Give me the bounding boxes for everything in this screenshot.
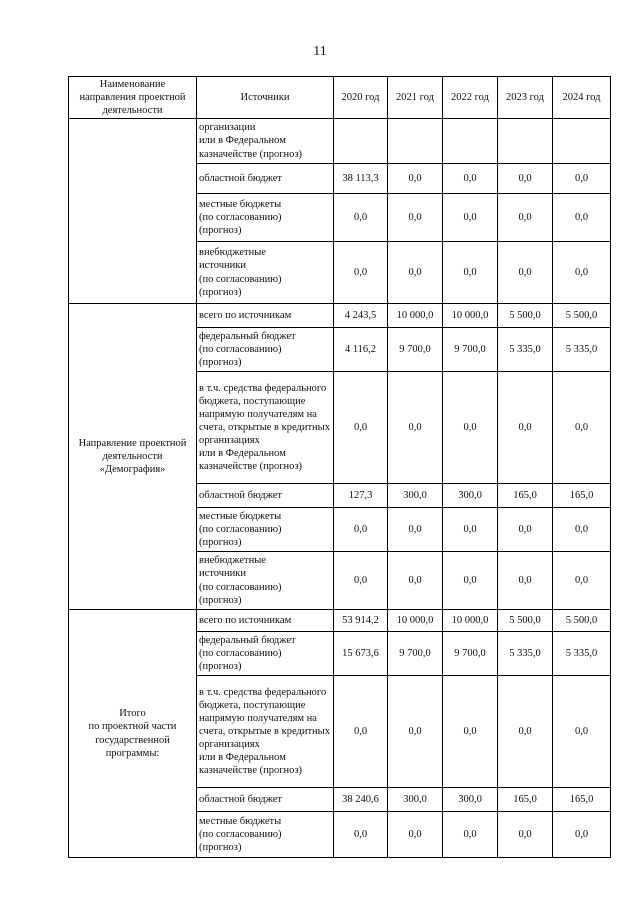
- value-cell-2020: 4 116,2: [334, 328, 388, 372]
- value-cell-2022: 0,0: [443, 812, 498, 858]
- value-cell-2023: 0,0: [498, 194, 553, 242]
- value-cell-2022: [443, 119, 498, 164]
- value-cell-2023: [498, 119, 553, 164]
- value-cell-2021: 0,0: [388, 508, 443, 552]
- value-cell-2023: 0,0: [498, 676, 553, 788]
- budget-table: [68, 76, 611, 858]
- value-cell-2024: 0,0: [553, 164, 611, 194]
- header-year-2020: 2020 год: [334, 77, 388, 119]
- source-cell: областной бюджет: [197, 164, 334, 194]
- value-cell-2021: 0,0: [388, 194, 443, 242]
- header-year-2023: 2023 год: [498, 77, 553, 119]
- source-cell: местные бюджеты (по согласованию) (прогноз): [197, 812, 334, 858]
- source-cell: федеральный бюджет (по согласованию) (прогноз): [197, 328, 334, 372]
- value-cell-2024: [553, 119, 611, 164]
- value-cell-2020: 0,0: [334, 676, 388, 788]
- value-cell-2024: 0,0: [553, 508, 611, 552]
- value-cell-2020: 0,0: [334, 372, 388, 484]
- value-cell-2024: 5 335,0: [553, 632, 611, 676]
- value-cell-2024: 5 335,0: [553, 328, 611, 372]
- value-cell-2022: 0,0: [443, 372, 498, 484]
- source-cell: областной бюджет: [197, 788, 334, 812]
- value-cell-2023: 5 500,0: [498, 304, 553, 328]
- source-cell: всего по источникам: [197, 610, 334, 632]
- value-cell-2022: 9 700,0: [443, 328, 498, 372]
- value-cell-2023: 5 500,0: [498, 610, 553, 632]
- table-header: [69, 77, 611, 119]
- value-cell-2023: 0,0: [498, 508, 553, 552]
- value-cell-2021: 0,0: [388, 676, 443, 788]
- value-cell-2022: 10 000,0: [443, 610, 498, 632]
- value-cell-2024: 0,0: [553, 552, 611, 610]
- value-cell-2024: 0,0: [553, 242, 611, 304]
- value-cell-2020: 53 914,2: [334, 610, 388, 632]
- value-cell-2024: 0,0: [553, 812, 611, 858]
- value-cell-2021: 0,0: [388, 242, 443, 304]
- value-cell-2022: 0,0: [443, 242, 498, 304]
- value-cell-2020: [334, 119, 388, 164]
- source-cell: областной бюджет: [197, 484, 334, 508]
- value-cell-2024: 165,0: [553, 484, 611, 508]
- source-cell: всего по источникам: [197, 304, 334, 328]
- value-cell-2024: 0,0: [553, 676, 611, 788]
- value-cell-2022: 0,0: [443, 676, 498, 788]
- table-row: [69, 610, 611, 632]
- source-cell: в т.ч. средства федерального бюджета, поступающие напрямую получателям на счета, открытые в кредитных организациях или в Федеральном казначействе (прогноз): [197, 372, 334, 484]
- value-cell-2021: 0,0: [388, 372, 443, 484]
- header-year-2022: 2022 год: [443, 77, 498, 119]
- source-cell: федеральный бюджет (по согласованию) (прогноз): [197, 632, 334, 676]
- value-cell-2022: 300,0: [443, 484, 498, 508]
- value-cell-2020: 127,3: [334, 484, 388, 508]
- value-cell-2023: 0,0: [498, 242, 553, 304]
- table-body: [69, 119, 611, 858]
- header-year-2024: 2024 год: [553, 77, 611, 119]
- value-cell-2021: 9 700,0: [388, 632, 443, 676]
- value-cell-2020: 38 240,6: [334, 788, 388, 812]
- header-direction-name: Наименование направления проектной деятельности: [69, 77, 197, 119]
- value-cell-2020: 0,0: [334, 812, 388, 858]
- value-cell-2020: 0,0: [334, 508, 388, 552]
- value-cell-2021: 0,0: [388, 812, 443, 858]
- header-sources: Источники: [197, 77, 334, 119]
- value-cell-2022: 0,0: [443, 164, 498, 194]
- value-cell-2023: 0,0: [498, 812, 553, 858]
- value-cell-2024: 5 500,0: [553, 610, 611, 632]
- value-cell-2024: 165,0: [553, 788, 611, 812]
- value-cell-2023: 165,0: [498, 788, 553, 812]
- value-cell-2020: 15 673,6: [334, 632, 388, 676]
- value-cell-2022: 9 700,0: [443, 632, 498, 676]
- page-number: 11: [313, 44, 327, 59]
- value-cell-2023: 0,0: [498, 552, 553, 610]
- value-cell-2022: 300,0: [443, 788, 498, 812]
- value-cell-2021: 300,0: [388, 484, 443, 508]
- table-row: [69, 119, 611, 164]
- value-cell-2022: 0,0: [443, 194, 498, 242]
- value-cell-2020: 0,0: [334, 242, 388, 304]
- source-cell: местные бюджеты (по согласованию) (прогноз): [197, 508, 334, 552]
- section-demography-name: Направление проектной деятельности «Демография»: [69, 304, 197, 610]
- source-cell: в т.ч. средства федерального бюджета, поступающие напрямую получателям на счета, открытые в кредитных организациях или в Федеральном казначействе (прогноз): [197, 676, 334, 788]
- value-cell-2021: [388, 119, 443, 164]
- value-cell-2024: 0,0: [553, 194, 611, 242]
- value-cell-2020: 0,0: [334, 552, 388, 610]
- source-cell: организации или в Федеральном казначействе (прогноз): [197, 119, 334, 164]
- value-cell-2021: 0,0: [388, 164, 443, 194]
- value-cell-2022: 0,0: [443, 552, 498, 610]
- value-cell-2021: 9 700,0: [388, 328, 443, 372]
- value-cell-2022: 10 000,0: [443, 304, 498, 328]
- source-cell: внебюджетные источники (по согласованию) (прогноз): [197, 242, 334, 304]
- value-cell-2023: 0,0: [498, 164, 553, 194]
- value-cell-2024: 0,0: [553, 372, 611, 484]
- value-cell-2023: 5 335,0: [498, 328, 553, 372]
- value-cell-2021: 10 000,0: [388, 304, 443, 328]
- value-cell-2021: 300,0: [388, 788, 443, 812]
- value-cell-2024: 5 500,0: [553, 304, 611, 328]
- source-cell: местные бюджеты (по согласованию) (прогноз): [197, 194, 334, 242]
- header-year-2021: 2021 год: [388, 77, 443, 119]
- value-cell-2023: 0,0: [498, 372, 553, 484]
- value-cell-2021: 0,0: [388, 552, 443, 610]
- source-cell: внебюджетные источники (по согласованию) (прогноз): [197, 552, 334, 610]
- value-cell-2020: 0,0: [334, 194, 388, 242]
- value-cell-2023: 5 335,0: [498, 632, 553, 676]
- value-cell-2022: 0,0: [443, 508, 498, 552]
- section-total-name: Итого по проектной части государственной программы:: [69, 610, 197, 858]
- value-cell-2021: 10 000,0: [388, 610, 443, 632]
- value-cell-2020: 4 243,5: [334, 304, 388, 328]
- value-cell-2023: 165,0: [498, 484, 553, 508]
- value-cell-2020: 38 113,3: [334, 164, 388, 194]
- section-continued-name: [69, 119, 197, 304]
- table-row: [69, 304, 611, 328]
